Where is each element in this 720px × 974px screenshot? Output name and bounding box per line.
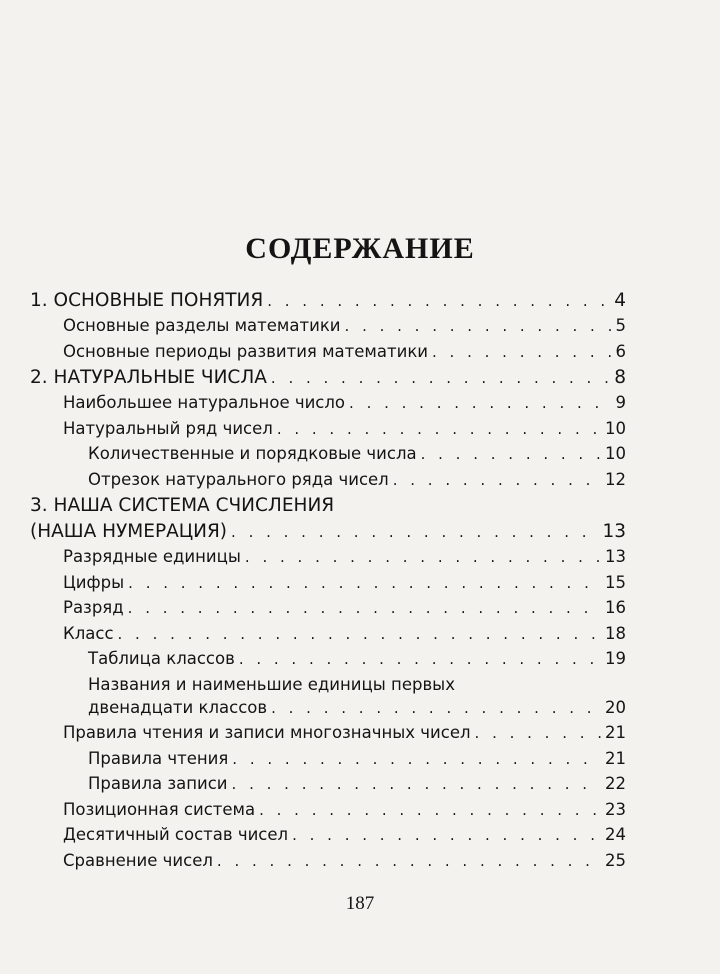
toc-entry <box>30 367 626 393</box>
toc-entry-label: Десятичный состав чисел <box>63 825 289 844</box>
toc-entry-label-continued: (НАША НУМЕРАЦИЯ) <box>30 521 228 542</box>
leader-dots <box>292 826 601 844</box>
toc-entry-label: Основные периоды развития математики <box>63 341 429 361</box>
leader-dots <box>232 775 601 793</box>
toc-entry <box>30 825 626 851</box>
toc-entry <box>30 675 626 698</box>
toc-entry-label: Позиционная система <box>63 799 256 819</box>
toc-entry-page: 16 <box>605 598 626 617</box>
toc-entry-label: Цифры <box>63 572 125 592</box>
leader-dots <box>345 317 612 335</box>
leader-dots <box>349 394 611 412</box>
table-of-contents <box>30 290 626 876</box>
leader-dots <box>432 343 611 361</box>
toc-entry <box>30 444 626 470</box>
toc-entry-page: 10 <box>605 444 626 463</box>
leader-dots <box>217 852 601 870</box>
toc-entry-label: Наибольшее натуральное число <box>63 393 346 412</box>
toc-entry-page: 20 <box>605 697 626 717</box>
toc-entry-page: 24 <box>605 825 626 844</box>
toc-entry-label: Названия и наименьшие единицы первых <box>88 674 455 694</box>
toc-entry-page: 23 <box>605 799 626 819</box>
toc-entry-label: Правила чтения и записи многозначных чисел <box>63 723 471 742</box>
page-title: СОДЕРЖАНИЕ <box>245 232 475 265</box>
toc-entry <box>30 800 626 826</box>
toc-entry-page: 13 <box>605 547 626 566</box>
leader-dots <box>271 369 610 387</box>
toc-entry-page: 8 <box>614 367 626 388</box>
toc-entry <box>30 342 626 368</box>
toc-entry <box>30 573 626 599</box>
toc-entry <box>30 598 626 624</box>
leader-dots <box>267 292 610 310</box>
toc-entry-page: 4 <box>614 290 626 311</box>
toc-entry-page: 19 <box>605 649 626 668</box>
toc-entry <box>30 316 626 342</box>
toc-entry <box>30 774 626 800</box>
toc-entry <box>30 393 626 419</box>
toc-entry-page: 25 <box>605 850 626 870</box>
toc-entry-page: 12 <box>605 469 626 489</box>
leader-dots <box>271 699 601 717</box>
toc-entry-label: 3. НАША СИСТЕМА СЧИСЛЕНИЯ <box>30 495 335 516</box>
toc-entry-label: Сравнение чисел <box>63 850 213 870</box>
leader-dots <box>475 724 601 742</box>
toc-entry <box>30 290 626 316</box>
leader-dots <box>277 420 601 438</box>
toc-entry <box>30 419 626 445</box>
toc-entry-page: 15 <box>605 572 626 592</box>
leader-dots <box>232 750 601 768</box>
toc-entry-label: Основные разделы математики <box>63 316 341 335</box>
toc-entry-label: Класс <box>63 623 114 643</box>
leader-dots <box>421 445 601 463</box>
page-number: 187 <box>345 893 375 914</box>
leader-dots <box>393 471 601 489</box>
toc-entry-label: Правила чтения <box>88 748 229 768</box>
toc-entry-label: Отрезок натурального ряда чисел <box>88 469 389 489</box>
toc-entry-page: 5 <box>615 316 626 335</box>
toc-entry-label: Правила записи <box>88 774 228 793</box>
toc-entry-page: 21 <box>605 748 626 768</box>
leader-dots <box>245 548 601 566</box>
toc-entry-label: 2. НАТУРАЛЬНЫЕ ЧИСЛА <box>30 367 267 388</box>
leader-dots <box>128 574 601 592</box>
toc-entry-continuation <box>30 521 626 547</box>
leader-dots <box>259 801 601 819</box>
toc-entry-page: 13 <box>602 521 626 542</box>
toc-entry-page: 22 <box>605 774 626 793</box>
toc-entry-label: Таблица классов <box>88 649 235 668</box>
toc-entry <box>30 749 626 775</box>
toc-entry-page: 9 <box>615 393 626 412</box>
toc-entry-label: Натуральный ряд чисел <box>63 418 273 438</box>
toc-entry-page: 18 <box>605 623 626 643</box>
toc-entry-continuation <box>30 698 626 724</box>
toc-entry-label: 1. ОСНОВНЫЕ ПОНЯТИЯ <box>30 290 264 311</box>
toc-entry-label: Разряд <box>63 598 124 617</box>
leader-dots <box>239 650 601 668</box>
toc-entry <box>30 624 626 650</box>
toc-entry <box>30 495 626 521</box>
toc-entry-label-continued: двенадцати классов <box>88 697 268 717</box>
leader-dots <box>128 599 601 617</box>
leader-dots <box>118 625 601 643</box>
toc-entry-label: Количественные и порядковые числа <box>88 444 417 463</box>
toc-entry <box>30 723 626 749</box>
toc-entry-page: 10 <box>605 418 626 438</box>
toc-entry <box>30 649 626 675</box>
leader-dots <box>231 523 598 541</box>
toc-entry <box>30 547 626 573</box>
toc-entry-page: 21 <box>605 723 626 742</box>
toc-entry <box>30 851 626 877</box>
toc-entry <box>30 470 626 496</box>
toc-entry-page: 6 <box>615 341 626 361</box>
toc-entry-label: Разрядные единицы <box>63 547 241 566</box>
